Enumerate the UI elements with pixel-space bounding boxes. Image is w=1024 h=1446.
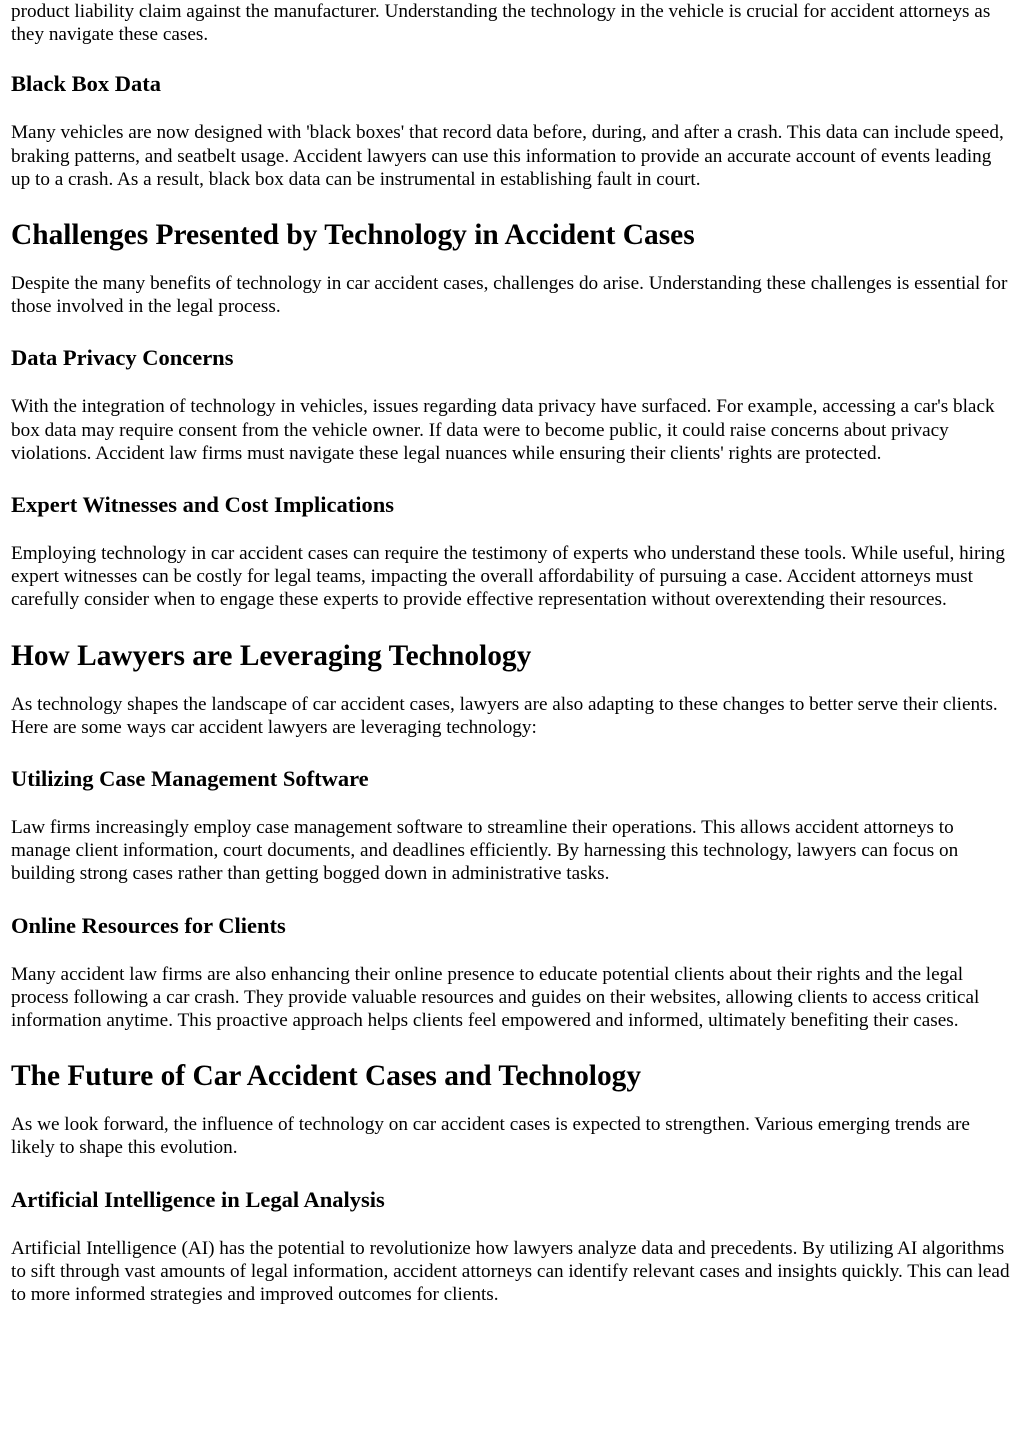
- black-box-heading: Black Box Data: [11, 71, 162, 97]
- intro-tail-paragraph: product liability claim against the manufacturer. Understanding the technology in the vehicle is crucial for accident attorneys as they navigate these cases.: [11, 1, 991, 46]
- ai-paragraph: Artificial Intelligence (AI) has the potential to revolutionize how lawyers analyze data and precedents. By utilizing AI algorithms to sift through vast amounts of legal information, accident attorneys can identify relevant cases and insights quickly. This can lead to more informed strategies and improved outcomes for clients.: [11, 1237, 1010, 1306]
- challenges-heading: Challenges Presented by Technology in Accident Cases: [11, 219, 695, 252]
- online-resources-heading: Online Resources for Clients: [11, 912, 286, 938]
- ai-heading: Artificial Intelligence in Legal Analysis: [11, 1186, 385, 1212]
- challenges-intro-paragraph: Despite the many benefits of technology in car accident cases, challenges do arise. Understanding these challenges is essential for those involved in the legal process.: [11, 273, 1008, 318]
- leveraging-heading: How Lawyers are Leveraging Technology: [11, 639, 532, 672]
- experts-heading: Expert Witnesses and Cost Implications: [11, 492, 394, 518]
- case-management-heading: Utilizing Case Management Software: [11, 766, 369, 792]
- privacy-heading: Data Privacy Concerns: [11, 345, 234, 371]
- future-heading: The Future of Car Accident Cases and Technology: [11, 1060, 642, 1093]
- experts-paragraph: Employing technology in car accident cases can require the testimony of experts who understand these tools. While useful, hiring expert witnesses can be costly for legal teams, impacting the overall affordability of pursuing a case. Accident attorneys must carefully consider when to engage these experts to provide effective representation without overextending their resources.: [11, 543, 1005, 611]
- privacy-paragraph: With the integration of technology in vehicles, issues regarding data privacy have surfaced. For example, accessing a car's black box data may require consent from the vehicle owner. If data were to become public, it could raise concerns about privacy violations. Accident law firms must navigate these legal nuances while ensuring their clients' rights are protected.: [11, 396, 995, 464]
- online-resources-paragraph: Many accident law firms are also enhancing their online presence to educate potential clients about their rights and the legal process following a car crash. They provide valuable resources and guides on their websites, allowing clients to access critical information anytime. This proactive approach helps clients feel empowered and informed, ultimately benefiting their cases.: [11, 963, 980, 1032]
- leveraging-intro-paragraph: As technology shapes the landscape of car accident cases, lawyers are also adapting to these changes to better serve their clients. Here are some ways car accident lawyers are leveraging technology:: [11, 693, 998, 738]
- case-management-paragraph: Law firms increasingly employ case management software to streamline their operations. This allows accident attorneys to manage client information, court documents, and deadlines efficiently. By harnessing this technology, lawyers can focus on building strong cases rather than getting bogged down in administrative tasks.: [11, 817, 959, 885]
- future-intro-paragraph: As we look forward, the influence of technology on car accident cases is expected to strengthen. Various emerging trends are likely to shape this evolution.: [11, 1114, 970, 1159]
- black-box-paragraph: Many vehicles are now designed with 'black boxes' that record data before, during, and after a crash. This data can include speed, braking patterns, and seatbelt usage. Accident lawyers can use this information to provide an accurate account of events leading up to a crash. As a result, black box data can be instrumental in establishing fault in court.: [11, 122, 1004, 190]
